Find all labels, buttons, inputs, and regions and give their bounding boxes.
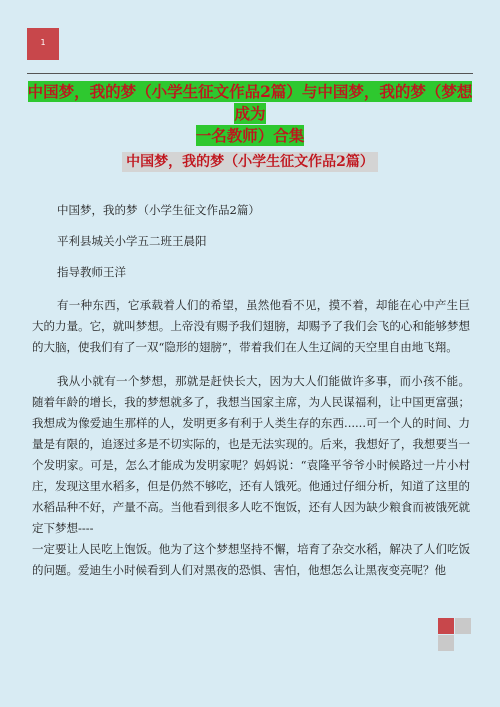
document-body — [32, 202, 470, 581]
header-divider — [27, 73, 473, 74]
section-heading: 中国梦，我的梦（小学生征文作品2篇） — [122, 152, 378, 172]
essay-title-line: 中国梦，我的梦（小学生征文作品2篇） — [57, 203, 260, 217]
page-number: 1 — [40, 38, 46, 47]
title-line-1: 中国梦，我的梦（小学生征文作品2篇）与中国梦，我的梦（梦想成为 — [27, 82, 473, 123]
document-title — [27, 81, 473, 147]
corner-decoration-gray-square — [455, 618, 471, 634]
paragraph: 有一种东西，它承载着人们的希望，虽然他看不见，摸不着，却能在心中产生巨大的力量。它，就叫梦想。上帝没有赐予我们翅膀，却赐予了我们会飞的心和能够梦想的大脑，使我们有了一双“隐形的翅膀”，带着我们在人生辽阔的天空里自由地飞翔。 — [32, 298, 470, 354]
author-line: 平利县城关小学五二班王晨阳 — [57, 234, 207, 248]
section-heading-container — [0, 151, 500, 172]
paragraph: 一定要让人民吃上饱饭。他为了这个梦想坚持不懈，培育了杂交水稻，解决了人们吃饭的问题。爱迪生小时候看到人们对黑夜的恐惧、害怕，他想怎么让黑夜变亮呢？他 — [32, 542, 470, 577]
corner-decoration-gray-square — [438, 635, 454, 651]
paragraph: 我从小就有一个梦想，那就是赶快长大，因为大人们能做许多事，而小孩不能。随着年龄的增长，我的梦想就多了，我想当国家主席，为人民谋福利，让中国更富强；我想成为像爱迪生那样的人，发明更多有利于人类生存的东西......可一个人的时间、力量是有限的，追逐过多是不切实际的，也是无法实现的。后来，我想好了，我想要当一个发明家。可是，怎么才能成为发明家呢？妈妈说：“袁隆平爷爷小时候路过一片小村庄，发现这里水稻多，但是仍然不够吃，还有人饿死。他通过仔细分析，知道了这里的水稻品种不好，产量不高。当他看到很多人吃不饱饭，还有人因为缺少粮食而被饿死就定下梦想---- — [32, 374, 470, 535]
corner-decoration-red-square — [438, 618, 454, 634]
page-number-badge — [27, 28, 59, 60]
teacher-line: 指导教师王洋 — [57, 265, 126, 279]
title-line-2: 一名教师）合集 — [195, 126, 305, 145]
